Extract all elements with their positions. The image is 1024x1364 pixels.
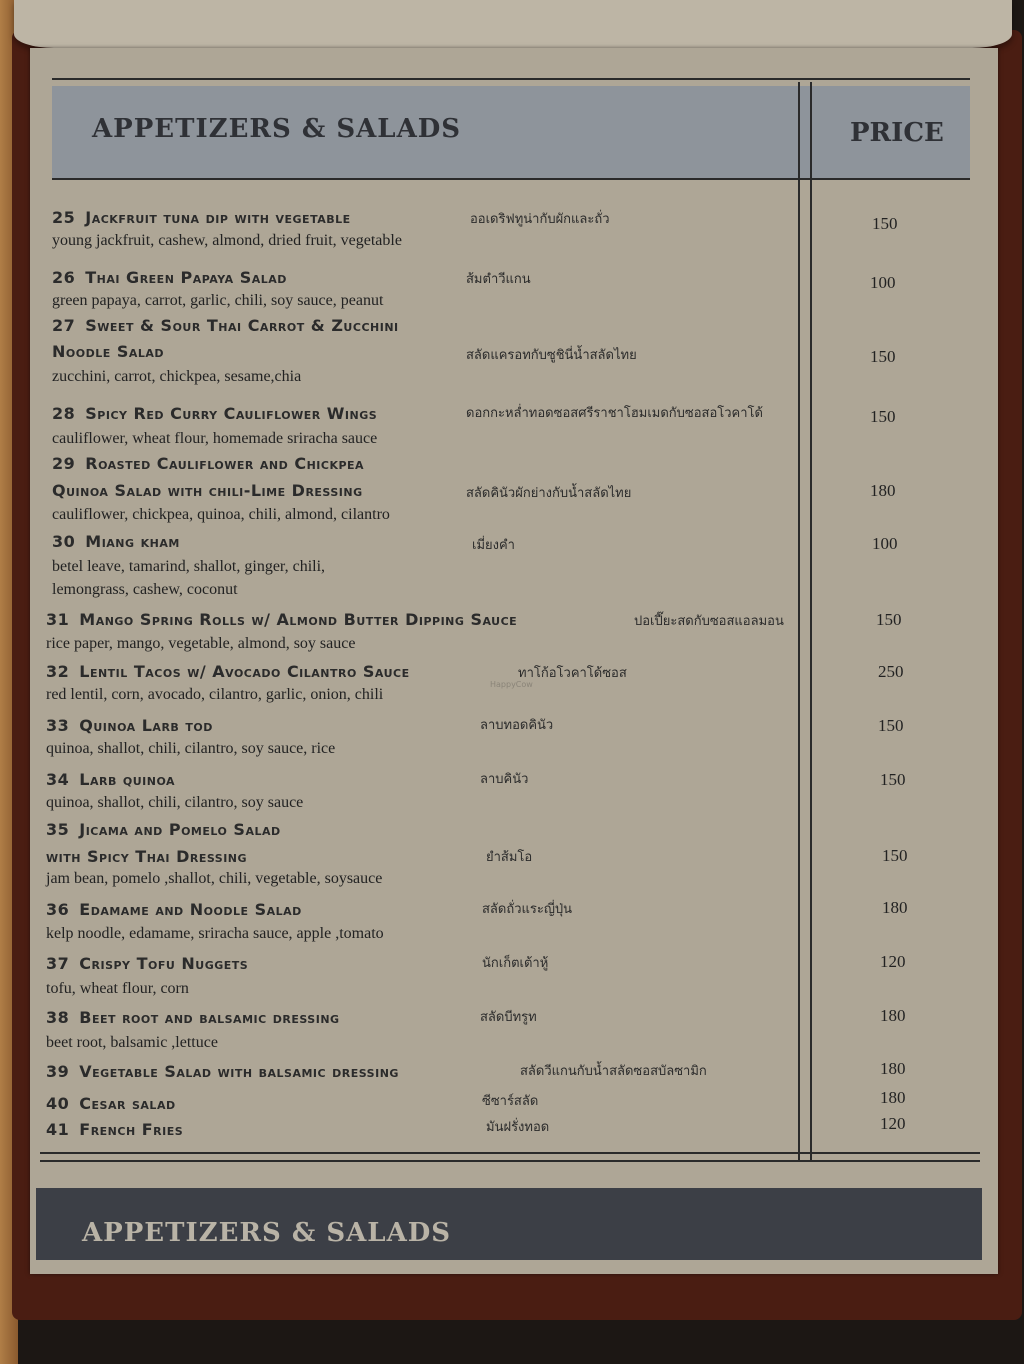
menu-item-thai-name: ดอกกะหล่ำทอดซอสศรีราชาโฮมเมดกับซอสอโวคาโด้ <box>466 406 763 421</box>
menu-item-ingredients: beet root, balsamic ,lettuce <box>46 1034 218 1051</box>
menu-item-number: 28 <box>52 404 76 423</box>
section-title: APPETIZERS & SALADS <box>92 114 462 144</box>
menu-item-thai-name: เมี่ยงคำ <box>472 538 515 553</box>
menu-item-ingredients: quinoa, shallot, chili, cilantro, soy sauce, rice <box>46 740 336 757</box>
menu-item-number: 27 <box>52 316 76 335</box>
menu-item-title: Mango Spring Rolls w/ Almond Butter Dipping Sauce <box>79 610 518 629</box>
menu-item-ingredients: green papaya, carrot, garlic, chili, soy sauce, peanut <box>52 292 384 309</box>
menu-item-price: 180 <box>880 1006 906 1025</box>
menu-item-price: 150 <box>882 846 908 865</box>
menu-item-thai-name: สลัดถั่วแระญี่ปุ่น <box>482 902 573 917</box>
menu-item-price: 180 <box>880 1088 906 1107</box>
bottom-rule <box>40 1152 980 1154</box>
menu-item-price: 150 <box>878 716 904 735</box>
menu-page <box>30 48 998 1274</box>
menu-item-name <box>52 316 399 335</box>
menu-item-name <box>46 662 410 681</box>
menu-item-name <box>46 1008 340 1027</box>
menu-item-price: 100 <box>872 534 898 553</box>
menu-item-ingredients: zucchini, carrot, chickpea, sesame,chia <box>52 368 302 385</box>
menu-item-name <box>46 610 517 629</box>
menu-item-price: 120 <box>880 952 906 971</box>
menu-item-thai-name: สลัดบีทรูท <box>480 1010 537 1025</box>
menu-item-title: Spicy Red Curry Cauliflower Wings <box>85 404 378 423</box>
menu-item-ingredients: tofu, wheat flour, corn <box>46 980 189 997</box>
menu-item-number: 40 <box>46 1094 70 1113</box>
menu-item-thai-name: ออเดริฟทูน่ากับผักและถั่ว <box>470 212 610 227</box>
menu-item-title: Crispy Tofu Nuggets <box>79 954 249 973</box>
menu-item-thai-name: ลาบทอดคินัว <box>480 718 554 733</box>
menu-item-list <box>30 48 998 1274</box>
menu-item-name <box>52 532 180 551</box>
menu-item-ingredients: betel leave, tamarind, shallot, ginger, chili, <box>52 558 326 575</box>
menu-item-title-continued: Quinoa Salad with chili-Lime Dressing <box>52 481 363 500</box>
menu-item-price: 150 <box>880 770 906 789</box>
menu-item-ingredients: rice paper, mango, vegetable, almond, soy sauce <box>46 635 356 652</box>
menu-item-price: 180 <box>882 898 908 917</box>
menu-item-name <box>46 820 281 839</box>
menu-item-number: 29 <box>52 454 76 473</box>
menu-item-name <box>46 1120 183 1139</box>
menu-item-ingredients: jam bean, pomelo ,shallot, chili, vegetable, soysauce <box>46 870 383 887</box>
menu-item-number: 39 <box>46 1062 70 1081</box>
menu-item-thai-name: สลัดวีแกนกับน้ำสลัดซอสบัลซามิก <box>520 1064 707 1079</box>
menu-item-name <box>46 900 302 919</box>
menu-item-title: Larb quinoa <box>79 770 176 789</box>
menu-item-thai-name: ลาบคินัว <box>480 772 529 787</box>
menu-item-thai-name: สลัดคินัวผักย่างกับน้ำสลัดไทย <box>466 486 632 501</box>
menu-item-price: 180 <box>880 1059 906 1078</box>
menu-item-name <box>46 1094 176 1113</box>
menu-item-price: 150 <box>876 610 902 629</box>
menu-item-price: 250 <box>878 662 904 681</box>
menu-item-title: Lentil Tacos w/ Avocado Cilantro Sauce <box>79 662 410 681</box>
menu-item-price: 100 <box>870 273 896 292</box>
menu-item-number: 34 <box>46 770 70 789</box>
menu-item-ingredients: cauliflower, chickpea, quinoa, chili, almond, cilantro <box>52 506 390 523</box>
menu-item-title: Roasted Cauliflower and Chickpea <box>85 454 365 473</box>
menu-item-price: 150 <box>870 347 896 366</box>
menu-item-ingredients: red lentil, corn, avocado, cilantro, garlic, onion, chili <box>46 686 384 703</box>
menu-item-number: 26 <box>52 268 76 287</box>
watermark-text: HappyCow <box>490 680 533 689</box>
menu-item-title: Vegetable Salad with balsamic dressing <box>79 1062 399 1081</box>
menu-item-name <box>52 268 287 287</box>
menu-item-title: Cesar salad <box>79 1094 176 1113</box>
menu-item-ingredients: quinoa, shallot, chili, cilantro, soy sauce <box>46 794 304 811</box>
menu-item-name <box>52 404 377 423</box>
menu-item-title: Sweet & Sour Thai Carrot & Zucchini <box>85 316 399 335</box>
menu-item-ingredients: cauliflower, wheat flour, homemade sriracha sauce <box>52 430 378 447</box>
menu-item-title: Beet root and balsamic dressing <box>79 1008 340 1027</box>
menu-item-thai-name: มันฝรั่งทอด <box>486 1120 550 1135</box>
previous-page-edge <box>14 0 1012 48</box>
menu-item-name <box>46 716 213 735</box>
price-column-heading: PRICE <box>850 118 944 148</box>
menu-item-title: Quinoa Larb tod <box>79 716 213 735</box>
menu-item-title: Miang kham <box>85 532 180 551</box>
menu-item-title-continued: Noodle Salad <box>52 342 165 361</box>
menu-item-number: 25 <box>52 208 76 227</box>
menu-item-number: 37 <box>46 954 70 973</box>
menu-item-title: Edamame and Noodle Salad <box>79 900 302 919</box>
menu-item-name <box>52 208 351 227</box>
menu-item-thai-name: ปอเปี๊ยะสดกับซอสแอลมอน <box>634 614 784 629</box>
menu-item-price: 120 <box>880 1114 906 1133</box>
menu-item-price: 150 <box>872 214 898 233</box>
menu-item-title: Thai Green Papaya Salad <box>85 268 287 287</box>
footer-title: APPETIZERS & SALADS <box>82 1218 452 1248</box>
menu-item-number: 36 <box>46 900 70 919</box>
menu-item-thai-name: นักเก็ตเต้าหู้ <box>482 956 549 971</box>
menu-item-ingredients: kelp noodle, edamame, sriracha sauce, apple ,tomato <box>46 925 384 942</box>
menu-item-number: 32 <box>46 662 70 681</box>
menu-item-thai-name: ส้มตำวีแกน <box>466 272 531 287</box>
menu-item-title-continued: with Spicy Thai Dressing <box>46 847 248 866</box>
menu-item-title: French Fries <box>79 1120 184 1139</box>
menu-item-price: 180 <box>870 481 896 500</box>
menu-item-number: 31 <box>46 610 70 629</box>
bottom-rule <box>40 1160 980 1162</box>
menu-item-thai-name: ซีซาร์สลัด <box>482 1094 539 1109</box>
menu-item-price: 150 <box>870 407 896 426</box>
menu-item-number: 38 <box>46 1008 70 1027</box>
menu-item-number: 33 <box>46 716 70 735</box>
menu-item-name <box>46 954 248 973</box>
menu-item-number: 41 <box>46 1120 70 1139</box>
menu-item-number: 35 <box>46 820 70 839</box>
menu-item-name <box>46 770 175 789</box>
menu-item-ingredients: young jackfruit, cashew, almond, dried fruit, vegetable <box>52 232 402 249</box>
menu-item-ingredients-continued: lemongrass, cashew, coconut <box>52 581 238 598</box>
menu-item-thai-name: สลัดแครอทกับซูชินี่น้ำสลัดไทย <box>466 348 637 363</box>
menu-item-title: Jicama and Pomelo Salad <box>79 820 281 839</box>
menu-item-thai-name: ทาโก้อโวคาโด้ซอส <box>518 666 627 681</box>
menu-item-thai-name: ยำส้มโอ <box>486 850 533 865</box>
menu-item-title: Jackfruit tuna dip with vegetable <box>85 208 351 227</box>
menu-item-number: 30 <box>52 532 76 551</box>
menu-item-name <box>46 1062 399 1081</box>
menu-item-name <box>52 454 364 473</box>
